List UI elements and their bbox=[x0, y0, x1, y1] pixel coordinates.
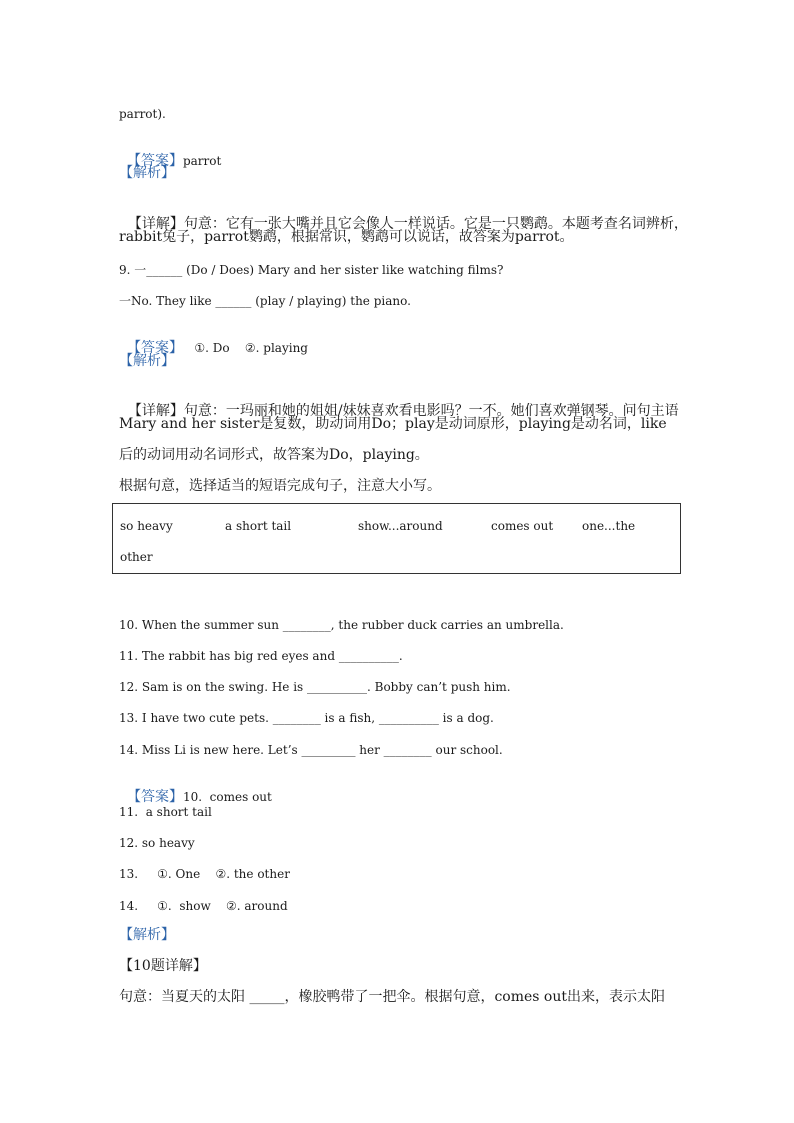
question-11: 11. The rabbit has big red eyes and __________. bbox=[119, 649, 403, 663]
analysis-tag: 【解析】 bbox=[119, 927, 175, 943]
analysis-tag: 【解析】 bbox=[119, 165, 175, 181]
q8-tail: parrot). bbox=[119, 107, 166, 121]
answer-tag: 【答案】 bbox=[126, 789, 183, 805]
question-10: 10. When the summer sun ________, the rubber duck carries an umbrella. bbox=[119, 618, 564, 632]
q9-detail-line2: Mary and her sister是复数，助动词用Do；play是动词原形，playing是动名词，like bbox=[119, 416, 667, 432]
q9-question-line1: 9. 一______ (Do / Does) Mary and her sister like watching films? bbox=[119, 263, 504, 277]
word-a-short-tail: a short tail bbox=[225, 519, 292, 533]
answer-10: 10. comes out bbox=[182, 790, 272, 804]
detail-tag: 【详解】 bbox=[127, 403, 184, 419]
q9-answer: ①. Do ②. playing bbox=[182, 341, 308, 355]
answer-14: 14. ①. show ②. around bbox=[119, 899, 288, 913]
word-show-around: show...around bbox=[358, 519, 443, 533]
analysis-tag: 【解析】 bbox=[119, 353, 175, 369]
q9-question-line2: 一No. They like ______ (play / playing) the piano. bbox=[119, 294, 411, 308]
word-comes-out: comes out bbox=[491, 519, 554, 533]
answer-11: 11. a short tail bbox=[119, 805, 212, 819]
answer-tag: 【答案】 bbox=[126, 340, 183, 356]
answer-13: 13. ①. One ②. the other bbox=[119, 867, 290, 881]
answers-line-10 bbox=[119, 770, 272, 806]
q10-detail-tag: 【10题详解】 bbox=[119, 958, 207, 974]
q8-detail-line2: rabbit兔子，parrot鹦鹉，根据常识，鹦鹉可以说话，故答案为parrot。 bbox=[119, 229, 574, 245]
answer-12: 12. so heavy bbox=[119, 836, 195, 850]
q9-detail-text1: 句意：一玛丽和她的姐姐/妹妹喜欢看电影吗？一不。她们喜欢弹钢琴。问句主语 bbox=[183, 403, 679, 419]
instruction: 根据句意，选择适当的短语完成句子，注意大小写。 bbox=[119, 478, 441, 494]
question-13: 13. I have two cute pets. ________ is a fish, __________ is a dog. bbox=[119, 711, 494, 725]
word-other: other bbox=[120, 550, 153, 564]
question-12: 12. Sam is on the swing. He is __________. Bobby can’t push him. bbox=[119, 680, 511, 694]
detail-tag: 【详解】 bbox=[127, 216, 184, 232]
question-14: 14. Miss Li is new here. Let’s _________ her ________ our school. bbox=[119, 743, 503, 757]
q8-detail-text1: 句意：它有一张大嘴并且它会像人一样说话。它是一只鹦鹉。本题考查名词辨析， bbox=[183, 216, 688, 232]
q10-detail-text: 句意：当夏天的太阳 _____，橡胶鸭带了一把伞。根据句意，comes out出来，表示太阳 bbox=[119, 989, 665, 1005]
q9-detail-line3: 后的动词用动名词形式，故答案为Do，playing。 bbox=[119, 447, 429, 463]
answer-tag: 【答案】 bbox=[126, 153, 183, 169]
q8-answer: parrot bbox=[182, 154, 222, 168]
word-so-heavy: so heavy bbox=[120, 519, 173, 533]
word-one-the: one...the bbox=[582, 519, 636, 533]
word-box bbox=[112, 503, 681, 574]
